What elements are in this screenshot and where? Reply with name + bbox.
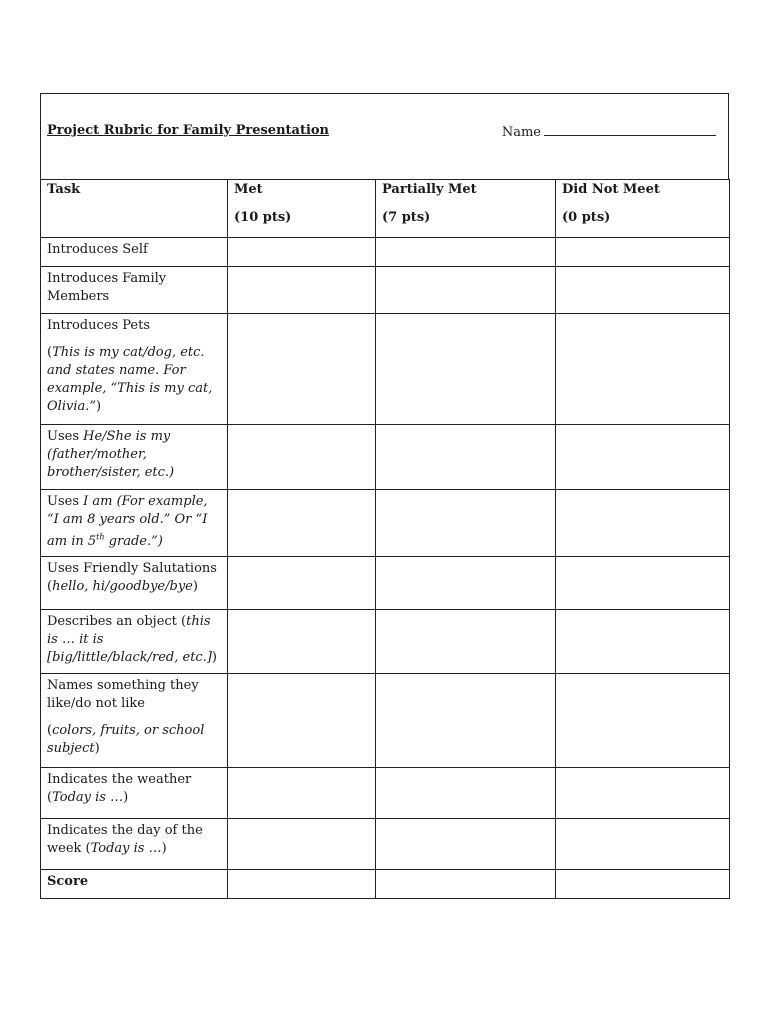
task-cell: Uses He/She is my (father/mother, brother/sister, etc.) — [41, 425, 228, 490]
met-score-cell — [228, 870, 376, 899]
notmet-cell — [556, 557, 730, 610]
met-cell — [228, 768, 376, 819]
header-partial: Partially Met (7 pts) — [376, 180, 556, 238]
partial-cell — [376, 490, 556, 557]
met-cell — [228, 490, 376, 557]
notmet-cell — [556, 267, 730, 314]
met-cell — [228, 314, 376, 425]
table-row — [41, 610, 730, 674]
task-cell: Introduces Self — [41, 238, 228, 267]
header-task: Task — [41, 180, 228, 238]
header-row — [41, 180, 730, 238]
table-row — [41, 490, 730, 557]
met-cell — [228, 610, 376, 674]
rubric-table — [40, 179, 730, 899]
task-cell: Names something they like/do not like (colors, fruits, or school subject) — [41, 674, 228, 768]
notmet-cell — [556, 238, 730, 267]
score-row — [41, 870, 730, 899]
partial-cell — [376, 314, 556, 425]
table-row — [41, 557, 730, 610]
table-row — [41, 314, 730, 425]
table-row — [41, 238, 730, 267]
header-met: Met (10 pts) — [228, 180, 376, 238]
rubric-title: Project Rubric for Family Presentation — [47, 123, 330, 138]
partial-cell — [376, 425, 556, 490]
notmet-cell — [556, 674, 730, 768]
notmet-cell — [556, 425, 730, 490]
rubric-sheet — [40, 93, 729, 899]
table-row — [41, 425, 730, 490]
partial-cell — [376, 819, 556, 870]
met-cell — [228, 674, 376, 768]
task-cell: Indicates the weather (Today is …) — [41, 768, 228, 819]
met-cell — [228, 425, 376, 490]
table-row — [41, 267, 730, 314]
task-cell: Uses I am (For example, “I am 8 years old.” Or “I am in 5th grade.”) — [41, 490, 228, 557]
table-row — [41, 674, 730, 768]
header-notmet: Did Not Meet (0 pts) — [556, 180, 730, 238]
name-field — [502, 123, 716, 140]
met-cell — [228, 238, 376, 267]
partial-cell — [376, 238, 556, 267]
met-cell — [228, 557, 376, 610]
partial-cell — [376, 768, 556, 819]
partial-cell — [376, 557, 556, 610]
partial-score-cell — [376, 870, 556, 899]
task-cell: Introduces Family Members — [41, 267, 228, 314]
table-row — [41, 819, 730, 870]
task-cell: Describes an object (this is … it is [big/little/black/red, etc.]) — [41, 610, 228, 674]
met-cell — [228, 819, 376, 870]
name-line — [544, 123, 716, 136]
task-cell: Introduces Pets (This is my cat/dog, etc. and states name. For example, “This is my cat, Olivia.”) — [41, 314, 228, 425]
score-label: Score — [41, 870, 228, 899]
task-cell: Uses Friendly Salutations (hello, hi/goodbye/bye) — [41, 557, 228, 610]
task-cell: Indicates the day of the week (Today is …) — [41, 819, 228, 870]
notmet-cell — [556, 314, 730, 425]
met-cell — [228, 267, 376, 314]
notmet-score-cell — [556, 870, 730, 899]
notmet-cell — [556, 610, 730, 674]
rubric-header — [40, 93, 729, 179]
notmet-cell — [556, 490, 730, 557]
notmet-cell — [556, 768, 730, 819]
notmet-cell — [556, 819, 730, 870]
table-row — [41, 768, 730, 819]
partial-cell — [376, 674, 556, 768]
name-label: Name — [501, 125, 541, 140]
partial-cell — [376, 610, 556, 674]
partial-cell — [376, 267, 556, 314]
